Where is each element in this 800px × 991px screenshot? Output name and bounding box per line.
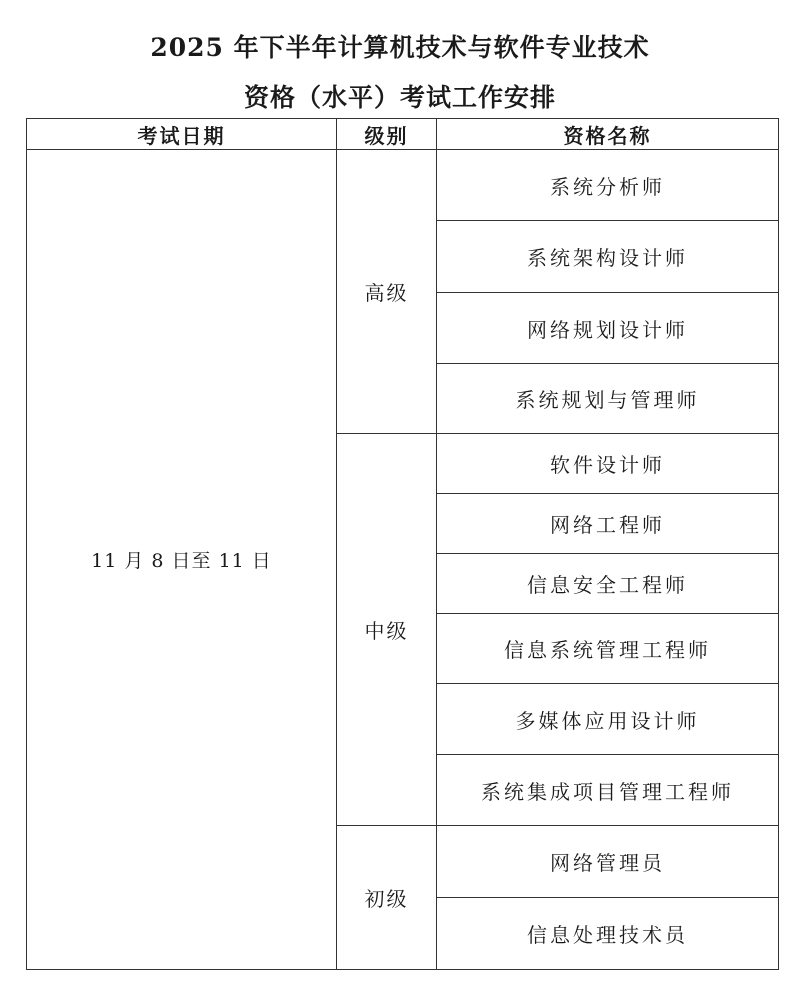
qualification-name: 网络管理员 [437,826,779,898]
qualification-name: 系统架构设计师 [437,221,779,293]
document-title-line-1: 2025 年下半年计算机技术与软件专业技术 [150,33,650,62]
level-junior: 初级 [337,826,437,970]
qualification-name: 软件设计师 [437,434,779,494]
document-title-line-2: 资格（水平）考试工作安排 [243,83,556,112]
exam-schedule-table [26,118,779,970]
table-row [27,150,779,221]
exam-date-cell: 11 月 8 日至 11 日 [27,150,337,970]
header-exam-date: 考试日期 [27,119,337,150]
qualification-name: 系统分析师 [437,150,779,221]
qualification-name: 信息处理技术员 [437,898,779,970]
qualification-name: 信息系统管理工程师 [437,614,779,684]
qualification-name: 系统规划与管理师 [437,364,779,434]
level-senior: 高级 [337,150,437,434]
qualification-name: 多媒体应用设计师 [437,684,779,755]
table-header-row [27,119,779,150]
level-intermediate: 中级 [337,434,437,826]
qualification-name: 网络工程师 [437,494,779,554]
qualification-name: 系统集成项目管理工程师 [437,755,779,826]
header-qualification: 资格名称 [437,119,779,150]
qualification-name: 信息安全工程师 [437,554,779,614]
header-level: 级别 [337,119,437,150]
qualification-name: 网络规划设计师 [437,293,779,364]
